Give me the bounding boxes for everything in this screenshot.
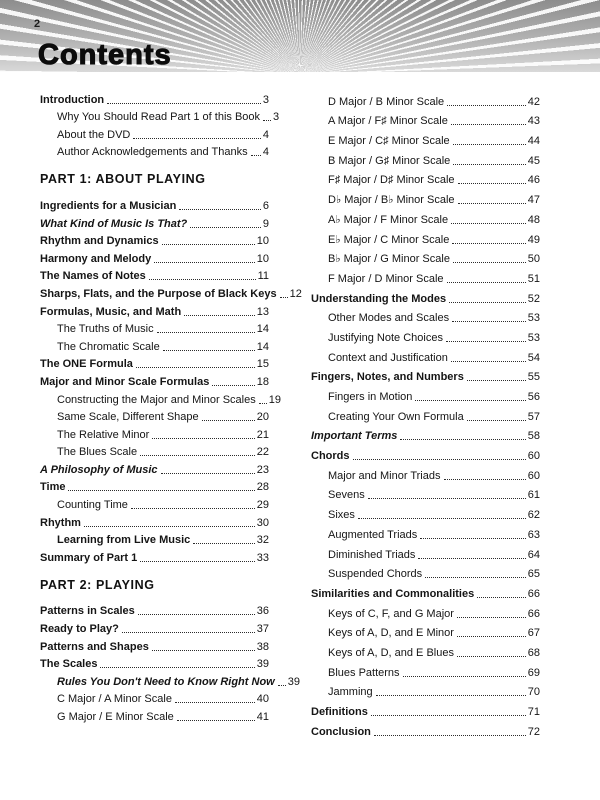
toc-entry-label: E Major / C♯ Minor Scale [328,135,450,148]
toc-entry-page: 50 [527,253,540,266]
toc-entry-page: 33 [256,551,269,564]
dot-leader [152,438,254,439]
toc-entry-page: 51 [527,272,540,285]
toc-entry [40,194,269,212]
toc-entry [311,718,540,738]
toc-entry-label: Important Terms [311,430,398,443]
dot-leader [374,735,526,736]
toc-entry-page: 21 [256,428,269,441]
toc-entry [40,493,269,511]
dot-leader [418,558,525,559]
dot-leader [100,667,254,668]
dot-leader [177,720,255,721]
toc-entry [40,653,269,671]
toc-entry [40,247,269,265]
dot-leader [162,244,255,245]
toc-entry-label: Similarities and Commonalities [311,587,475,600]
toc-entry [311,659,540,679]
dot-leader [458,183,526,184]
toc-entry [40,300,269,318]
dot-leader [263,120,271,121]
dot-leader [452,243,525,244]
toc-entry-page: 29 [256,499,269,512]
toc-entry-page: 4 [262,128,269,141]
dot-leader [458,203,526,204]
dot-leader [140,455,255,456]
toc-entry-label: Learning from Live Music [57,534,191,547]
dot-leader [193,543,255,544]
dot-leader [451,223,526,224]
toc-entry-label: What Kind of Music Is That? [40,217,188,230]
dot-leader [453,144,526,145]
dot-leader [444,479,526,480]
toc-entry-label: Counting Time [57,499,128,512]
toc-entry-page: 56 [527,391,540,403]
toc-entry-page: 54 [527,351,540,364]
toc-entry-page: 58 [527,430,540,443]
toc-entry [311,127,540,147]
toc-entry-label: Suspended Chords [328,568,423,581]
toc-entry-label: Augmented Triads [328,528,418,541]
toc-entry-label: Major and Minor Scale Formulas [40,375,210,388]
toc-entry-page: 23 [256,463,269,476]
dot-leader [68,490,254,491]
toc-entry-page: 4 [262,146,269,159]
dot-leader [280,297,288,298]
toc-entry [40,230,269,248]
dot-leader [449,302,526,303]
toc-entry-page: 55 [527,371,540,384]
toc-entry-label: Sevens [328,489,365,502]
toc-entry [40,441,269,459]
toc-entry [311,442,540,462]
dot-leader [133,138,261,139]
dot-leader [154,262,255,263]
toc-entry [40,88,269,106]
dot-leader [452,321,526,322]
dot-leader [358,518,526,519]
toc-entry-page: 14 [256,340,269,353]
toc-entry [311,698,540,718]
dot-leader [278,685,286,686]
toc-entry-label: G Major / E Minor Scale [57,711,174,723]
toc-entry-page: 38 [256,640,269,653]
dot-leader [467,420,526,421]
toc-entry [40,546,269,564]
toc-entry-page: 72 [527,725,540,738]
toc-entry [311,600,540,620]
toc-entry-label: Fingers in Motion [328,391,413,403]
toc-entry-page: 42 [527,95,540,108]
toc-entry [311,383,540,403]
toc-entry-label: Rhythm and Dynamics [40,235,159,248]
toc-entry-label: A Philosophy of Music [40,463,158,476]
dot-leader [251,155,261,156]
toc-entry-label: A Major / F♯ Minor Scale [328,115,448,128]
part-section-header: PART 2: PLAYING [40,577,155,592]
dot-leader [368,498,526,499]
toc-entry-label: Patterns in Scales [40,605,135,618]
toc-entry-label: Major and Minor Triads [328,469,441,482]
toc-entry-label: Introduction [40,93,105,106]
dot-leader [136,367,255,368]
toc-entry-page: 10 [256,252,269,265]
toc-entry-label: The Chromatic Scale [57,340,160,353]
toc-entry [40,123,269,141]
toc-entry [311,186,540,206]
toc-entry-page: 6 [262,199,269,212]
page-number: 2 [34,18,41,30]
toc-entry [40,265,269,283]
toc-entry-page: 69 [527,666,540,679]
toc-entry [311,521,540,541]
toc-entry-label: C Major / A Minor Scale [57,693,172,706]
toc-entry-page: 40 [256,693,269,706]
toc-entry [40,670,300,688]
toc-entry-label: Definitions [311,706,368,718]
toc-entry-page: 30 [256,516,269,529]
dot-leader [190,227,261,228]
toc-entry-label: Keys of A, D, and E Minor [328,627,454,640]
dot-leader [446,341,526,342]
dot-leader [179,209,261,210]
dot-leader [447,105,526,106]
toc-entry [40,141,269,159]
toc-entry-label: Other Modes and Scales [328,312,450,325]
toc-entry-page: 28 [256,481,269,494]
toc-entry-page: 14 [256,323,269,336]
toc-entry [311,679,540,699]
toc-entry [40,106,280,124]
toc-entry-page: 48 [527,213,540,226]
toc-entry [40,353,269,371]
dot-leader [175,702,255,703]
toc-entry-label: Author Acknowledgements and Thanks [57,146,248,159]
dot-leader [457,617,526,618]
toc-entry-page: 62 [527,509,540,522]
toc-entry-label: Keys of C, F, and G Major [328,607,454,620]
toc-entry [311,285,540,305]
toc-entry-page: 71 [527,706,540,718]
toc-entry [40,388,281,406]
toc-entry-label: Summary of Part 1 [40,551,138,564]
toc-entry-label: The Names of Notes [40,270,146,283]
toc-entry-label: Formulas, Music, and Math [40,305,182,318]
toc-entry-label: Chords [311,450,350,463]
toc-entry-page: 44 [527,135,540,148]
toc-entry-page: 13 [256,305,269,318]
dot-leader [451,124,526,125]
dot-leader [457,636,526,637]
toc-entry-label: Diminished Triads [328,548,416,561]
toc-entry-page: 52 [527,292,540,305]
dot-leader [184,315,255,316]
toc-entry-page: 67 [527,627,540,640]
toc-entry-label: Ready to Play? [40,623,119,636]
toc-entry-label: A♭ Major / F Minor Scale [328,213,449,226]
toc-entry [311,265,540,285]
toc-entry-label: Ingredients for a Musician [40,199,177,212]
toc-entry [40,423,269,441]
toc-entry [40,476,269,494]
toc-entry-label: Blues Patterns [328,666,400,679]
toc-entry-page: 18 [256,375,269,388]
toc-entry-label: The Blues Scale [57,446,138,459]
toc-entry [311,206,540,226]
dot-leader [163,350,255,351]
toc-entry-label: Rhythm [40,516,81,529]
toc-entry-page: 60 [527,450,540,463]
dot-leader [451,361,526,362]
toc-entry [311,541,540,561]
toc-entry-page: 64 [527,548,540,561]
toc-right-column [311,88,540,738]
toc-entry-page: 9 [262,217,269,230]
toc-entry-label: Context and Justification [328,351,448,364]
toc-entry-label: B♭ Major / G Minor Scale [328,253,450,266]
toc-entry-page: 43 [527,115,540,128]
toc-entry-label: F Major / D Minor Scale [328,272,444,285]
dot-leader [353,459,526,460]
toc-entry-label: Harmony and Melody [40,252,152,265]
toc-entry-page: 39 [256,658,269,671]
dot-leader [107,103,261,104]
toc-entry [311,88,540,108]
toc-entry-page: 47 [527,194,540,207]
toc-entry [311,324,540,344]
toc-entry-page: 3 [273,111,280,124]
toc-entry-label: Rules You Don't Need to Know Right Now [57,675,275,688]
toc-entry-label: B Major / G♯ Minor Scale [328,154,451,167]
dot-leader [161,473,255,474]
dot-leader [202,420,255,421]
dot-leader [149,279,256,280]
toc-entry-page: 45 [527,154,540,167]
toc-entry [311,108,540,128]
toc-entry-page: 22 [256,446,269,459]
toc-entry-label: Conclusion [311,725,371,738]
toc-entry [311,580,540,600]
toc-entry-page: 11 [257,270,269,283]
toc-entry-label: Same Scale, Different Shape [57,411,199,424]
toc-entry [40,318,269,336]
toc-entry-page: 46 [527,174,540,187]
toc-entry-page: 53 [527,312,540,325]
toc-entry [311,462,540,482]
dot-leader [425,577,526,578]
toc-entry-page: 63 [527,528,540,541]
toc-entry-page: 41 [256,711,269,723]
toc-entry-page: 12 [289,287,302,300]
toc-entry [311,423,540,443]
toc-entry [40,529,269,547]
toc-entry-label: Jamming [328,686,373,699]
dot-leader [152,650,255,651]
toc-entry [311,246,540,266]
toc-entry [40,282,302,300]
toc-entry-label: Fingers, Notes, and Numbers [311,371,464,384]
dot-leader [259,403,267,404]
toc-entry-label: Sixes [328,509,355,522]
toc-entry-label: Keys of A, D, and E Blues [328,646,454,659]
dot-leader [157,332,255,333]
dot-leader [84,526,255,527]
toc-entry [311,501,540,521]
toc-entry-label: D♭ Major / B♭ Minor Scale [328,194,455,207]
toc-entry [311,403,540,423]
toc-entry-label: Constructing the Major and Minor Scales [57,393,256,406]
dot-leader [453,262,526,263]
toc-entry-label: Why You Should Read Part 1 of this Book [57,111,261,124]
toc-entry-label: The Truths of Music [57,323,154,336]
dot-leader [122,632,255,633]
toc-entry-page: 39 [287,675,300,688]
toc-entry [40,511,269,529]
toc-entry-page: 36 [256,605,269,618]
dot-leader [376,695,526,696]
dot-leader [138,614,255,615]
dot-leader [477,597,526,598]
toc-entry-page: 32 [256,534,269,547]
toc-entry-label: D Major / B Minor Scale [328,95,445,108]
toc-entry [311,364,540,384]
toc-entry [40,458,269,476]
toc-entry-label: The ONE Formula [40,358,133,371]
toc-entry-page: 53 [527,331,540,344]
toc-entry [311,620,540,640]
toc-entry [40,705,269,723]
dot-leader [400,439,525,440]
dot-leader [371,715,526,716]
toc-entry [311,561,540,581]
toc-entry-label: About the DVD [57,128,131,141]
dot-leader [467,380,526,381]
page-title: Contents [38,39,172,71]
toc-columns [0,72,600,738]
toc-entry [311,482,540,502]
dot-leader [457,656,526,657]
toc-entry [40,617,269,635]
toc-entry [40,600,269,618]
toc-entry-label: Sharps, Flats, and the Purpose of Black Keys [40,287,277,300]
toc-entry [40,688,269,706]
toc-entry [311,305,540,325]
toc-entry [40,406,269,424]
toc-entry-page: 57 [527,410,540,423]
toc-entry [40,370,269,388]
toc-entry [311,639,540,659]
toc-entry-page: 10 [256,235,269,248]
toc-entry-page: 66 [527,607,540,620]
dot-leader [212,385,254,386]
toc-entry-page: 37 [256,623,269,636]
toc-entry [40,335,269,353]
toc-entry-page: 61 [527,489,540,502]
toc-left-column [40,88,302,738]
toc-entry-label: E♭ Major / C Minor Scale [328,233,450,246]
toc-entry-label: The Relative Minor [57,428,150,441]
toc-entry-page: 20 [256,411,269,424]
toc-entry-page: 60 [527,469,540,482]
dot-leader [131,508,255,509]
toc-entry-page: 19 [268,393,281,406]
toc-entry-page: 65 [527,568,540,581]
toc-entry [311,226,540,246]
toc-entry-label: Patterns and Shapes [40,640,149,653]
toc-entry-page: 15 [256,358,269,371]
toc-entry [311,344,540,364]
dot-leader [447,282,526,283]
toc-entry-label: Creating Your Own Formula [328,410,464,423]
header-banner [0,0,600,72]
toc-entry [311,167,540,187]
dot-leader [453,164,525,165]
dot-leader [403,676,526,677]
toc-entry-page: 68 [527,646,540,659]
toc-entry-page: 49 [527,233,540,246]
dot-leader [140,561,255,562]
toc-entry-label: Time [40,481,66,494]
toc-entry-label: Understanding the Modes [311,292,447,305]
toc-entry-page: 70 [527,686,540,699]
toc-entry [40,635,269,653]
toc-entry [40,212,269,230]
part-section-header: PART 1: ABOUT PLAYING [40,172,206,187]
dot-leader [415,400,525,401]
toc-entry-label: Justifying Note Choices [328,331,443,344]
toc-entry-page: 66 [527,587,540,600]
toc-entry-page: 3 [262,93,269,106]
toc-entry-label: The Scales [40,658,98,671]
toc-entry-label: F♯ Major / D♯ Minor Scale [328,174,455,187]
dot-leader [420,538,525,539]
toc-entry [311,147,540,167]
